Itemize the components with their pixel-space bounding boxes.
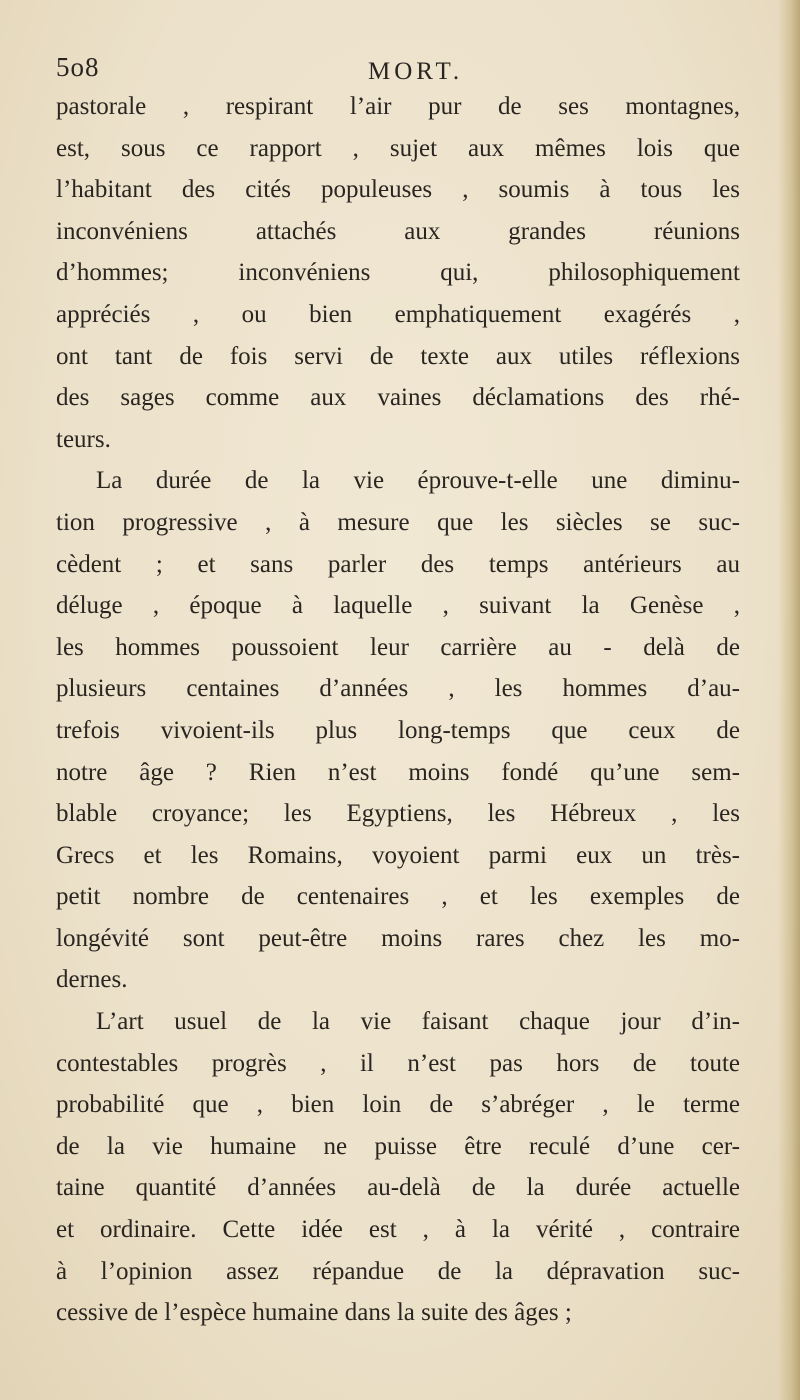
text-line: probabilité que , bien loin de s’abréger , le terme: [56, 1091, 740, 1119]
text-line: et ordinaire. Cette idée est , à la vérité , contraire: [56, 1216, 740, 1244]
text-line: Grecs et les Romains, voyoient parmi eux un très-: [56, 841, 740, 869]
running-head: MORT.: [368, 58, 464, 85]
body-text: [56, 86, 740, 1334]
text-line: taine quantité d’années au-delà de la durée actuelle: [56, 1174, 740, 1202]
text-line: contestables progrès , il n’est pas hors de toute: [56, 1049, 740, 1077]
text-line: notre âge ? Rien n’est moins fondé qu’une sem-: [56, 758, 740, 786]
text-line: cèdent ; et sans parler des temps antérieurs au: [56, 550, 740, 578]
text-line: des sages comme aux vaines déclamations des rhé-: [56, 384, 740, 412]
text-line: plusieurs centaines d’années , les hommes d’au-: [56, 675, 740, 703]
text-line: déluge , époque à laquelle , suivant la Genèse ,: [56, 592, 740, 620]
text-line: appréciés , ou bien emphatiquement exagérés ,: [56, 300, 740, 328]
page-number: 5o8: [56, 52, 100, 82]
text-line: teurs.: [56, 425, 111, 453]
text-line: longévité sont peut-être moins rares chez les mo-: [56, 924, 740, 952]
text-line: dernes.: [56, 966, 128, 994]
page-edge-shadow: [778, 0, 800, 1400]
text-line: l’habitant des cités populeuses , soumis à tous les: [56, 176, 740, 204]
text-line: L’art usuel de la vie faisant chaque jour d’in-: [96, 1008, 740, 1036]
text-line: ont tant de fois servi de texte aux utiles réflexions: [56, 342, 740, 370]
text-line: de la vie humaine ne puisse être reculé d’une cer-: [56, 1132, 740, 1160]
text-line: petit nombre de centenaires , et les exemples de: [56, 883, 740, 911]
text-line: La durée de la vie éprouve-t-elle une diminu-: [96, 467, 740, 495]
text-line: pastorale , respirant l’air pur de ses montagnes,: [56, 93, 740, 120]
text-line: blable croyance; les Egyptiens, les Hébreux , les: [56, 800, 740, 828]
text-line: tion progressive , à mesure que les siècles se suc-: [56, 508, 740, 536]
text-line: trefois vivoient-ils plus long-temps que ceux de: [56, 716, 740, 744]
text-line: d’hommes; inconvéniens qui, philosophiquement: [56, 259, 740, 287]
text-line: est, sous ce rapport , sujet aux mêmes lois que: [56, 134, 740, 162]
text-line: inconvéniens attachés aux grandes réunions: [56, 217, 740, 245]
text-line: cessive de l’espèce humaine dans la suite des âges ;: [56, 1299, 572, 1327]
text-line: à l’opinion assez répandue de la dépravation suc-: [56, 1257, 740, 1285]
text-line: les hommes poussoient leur carrière au - delà de: [56, 633, 740, 661]
